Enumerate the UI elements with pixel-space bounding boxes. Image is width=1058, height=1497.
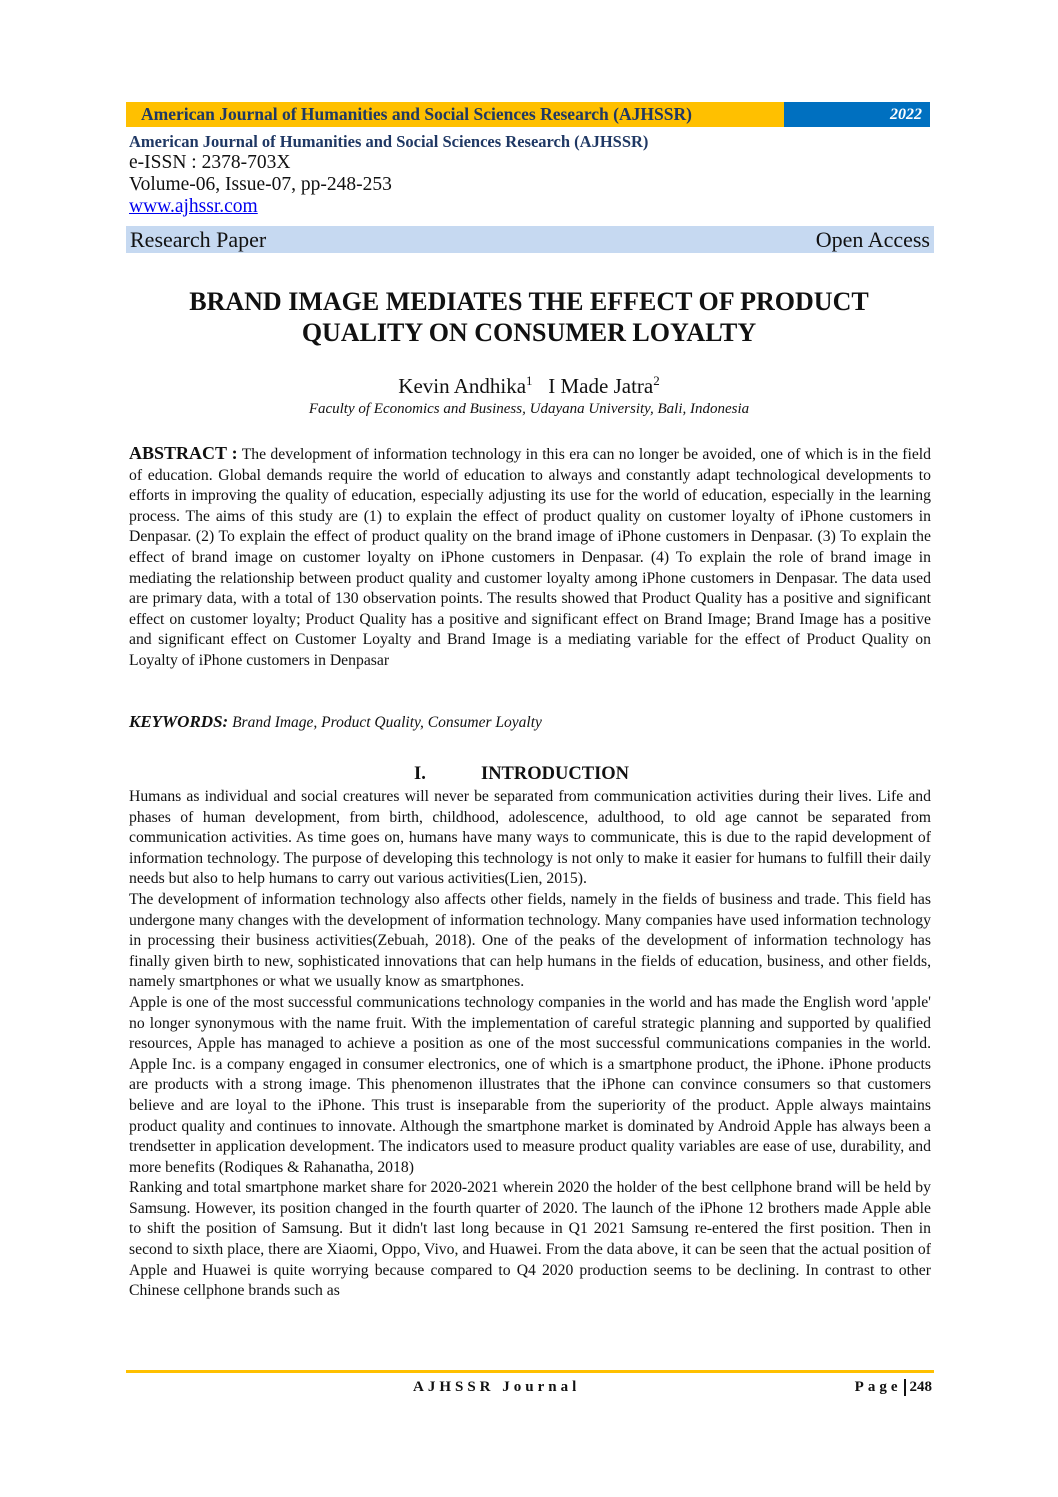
- affiliation: Faculty of Economics and Business, Udayana University, Bali, Indonesia: [308, 401, 750, 417]
- section-title: INTRODUCTION: [481, 764, 630, 784]
- abstract-label: ABSTRACT :: [129, 443, 238, 463]
- keywords-label: KEYWORDS:: [129, 712, 229, 731]
- abstract: [129, 443, 931, 672]
- keywords-text: Brand Image, Product Quality, Consumer Loyalty: [232, 714, 542, 731]
- paragraph: Humans as individual and social creatures will never be separated from communication activities during their lives. Life and phases of human development, from birth, childhood, adolescence, adulthood, to old age cannot be separated from communication activities. As time goes on, humans have many ways to communicate, this is due to the rapid development of information technology. The purpose of developing this technology is not only to make it easier for humans to fulfill their daily needs but also to help humans to carry out various activities(Lien, 2015).: [129, 788, 931, 888]
- footer-divider: [126, 1370, 934, 1373]
- paper-type-bar: [126, 226, 934, 253]
- footer-journal: AJHSSR Journal: [413, 1379, 581, 1395]
- author-name: Kevin Andhika: [398, 374, 527, 398]
- author-list: [126, 368, 932, 399]
- title-line-1: BRAND IMAGE MEDIATES THE EFFECT OF PRODUCT: [189, 287, 869, 316]
- author-name: I Made Jatra: [548, 374, 654, 398]
- journal-header-bar: [126, 102, 930, 127]
- publication-meta: [129, 132, 933, 218]
- paragraph: The development of information technology also affects other fields, namely in the fields of business and trade. This field has undergone many changes with the development of information technology. Many companies have used information technology in processing their business activities(Zebuah, 2018). One of the peaks of the development of information technology has finally given birth to new, sophisticated innovations that can help humans in the fields of education, business, and other fields, namely smartphones or what we usually know as smartphones.: [129, 890, 931, 991]
- volume-issue: Volume-06, Issue-07, pp-248-253: [129, 174, 392, 195]
- page-separator: [904, 1379, 906, 1396]
- section-heading: [414, 763, 629, 785]
- page-footer: [126, 1375, 932, 1399]
- page-number: 248: [909, 1379, 932, 1395]
- header-year: 2022: [784, 102, 930, 127]
- author-affiliation-mark: 1: [526, 373, 533, 388]
- keywords: [129, 712, 931, 733]
- header-journal-name: American Journal of Humanities and Social Sciences Research (AJHSSR): [126, 102, 784, 127]
- issn: e-ISSN : 2378-703X: [129, 152, 291, 173]
- paragraph: Ranking and total smartphone market share for 2020-2021 wherein 2020 the holder of the best cellphone brand will be held by Samsung. However, its position changed in the fourth quarter of 2020. The launch of the iPhone 12 brothers made Apple able to shift the position of Samsung. But it didn't last long because in Q1 2021 Samsung re-entered the first position. Then in second to sixth place, there are Xiaomi, Oppo, Vivo, and Huawei. From the data above, it can be seen that the actual position of Apple and Huawei is quite worrying because compared to Q4 2020 production seems to be declining. In contrast to other Chinese cellphone brands such as: [129, 1179, 931, 1300]
- paper-type: Research Paper: [130, 226, 267, 252]
- section-number: I.: [414, 764, 426, 784]
- journal-link[interactable]: www.ajhssr.com: [129, 196, 258, 217]
- access-type: Open Access: [815, 226, 930, 252]
- journal-name: American Journal of Humanities and Social Sciences Research (AJHSSR): [129, 132, 649, 151]
- introduction-body: [129, 787, 931, 1302]
- abstract-text: The development of information technology in this era can no longer be avoided, one of which is in the field of education. Global demands require the world of education to always and constantly adapt technological developments to efforts in improving the quality of education, especially adjusting its use for the world of education, especially in the learning process. The aims of this study are (1) to explain the effect of product quality on customer loyalty of iPhone customers in Denpasar. (2) To explain the effect of product quality on the brand image of iPhone customers in Denpasar. (3) To explain the effect of brand image on customer loyalty on iPhone customers in Denpasar. (4) To explain the role of brand image in mediating the relationship between product quality and customer loyalty among iPhone customers in Denpasar. The data used are primary data, with a total of 130 observation points. The results showed that Product Quality has a positive and significant effect on customer loyalty; Product Quality has a positive and significant effect on Brand Image; Brand Image has a positive and significant effect on Customer Loyalty and Brand Image is a mediating variable for the effect of Product Quality on Loyalty of iPhone customers in Denpasar: [129, 446, 932, 669]
- page-label: Page: [854, 1379, 902, 1395]
- paragraph: Apple is one of the most successful communications technology companies in the world and has made the English word 'apple' no longer synonymous with the name fruit. With the implementation of careful strategic planning and supported by qualified resources, Apple has managed to achieve a position as one of the most successful communications companies in the world. Apple Inc. is a company engaged in consumer electronics, one of which is a smartphone product, the iPhone. iPhone products are products with a strong image. This phenomenon illustrates that the iPhone can convince consumers so that customers believe and are loyal to the iPhone. This trust is inseparable from the superiority of the product. Apple always maintains product quality and continues to innovate. Although the smartphone market is dominated by Android Apple has always been a trendsetter in application development. The indicators used to measure product quality variables are ease of use, durability, and more benefits (Rodiques & Rahanatha, 2018): [129, 993, 931, 1176]
- page-indicator: [855, 1375, 932, 1399]
- paper-title: [126, 286, 932, 348]
- author-affiliation-mark: 2: [653, 373, 660, 388]
- title-line-2: QUALITY ON CONSUMER LOYALTY: [301, 318, 757, 347]
